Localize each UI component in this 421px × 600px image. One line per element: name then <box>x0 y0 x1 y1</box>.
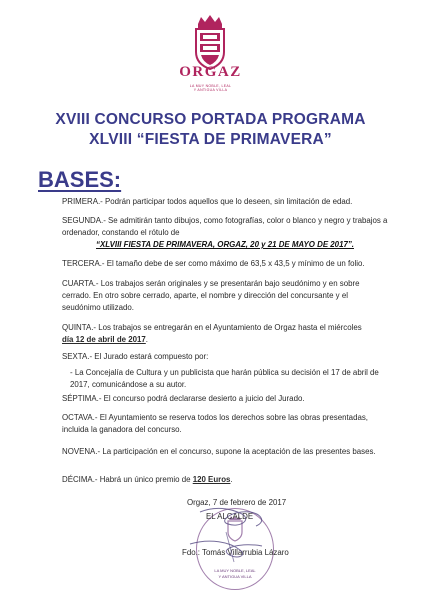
clause-decima-prize: 120 Euros <box>192 475 231 484</box>
clause-sexta-jury: - La Concejalía de Cultura y un publicista que harán pública su decisión el 17 de abril de 2017, comunicándose a su autor. <box>70 368 379 389</box>
clause-decima-end: . <box>230 475 233 484</box>
document-title-line-2: XLVIII “FIESTA DE PRIMAVERA” <box>89 131 332 148</box>
brand-name: ORGAZ <box>179 64 242 80</box>
clause-quinta-end: . <box>145 335 148 344</box>
clause-septima: SÉPTIMA.- El concurso podrá declararse desierto a juicio del Jurado. <box>62 394 305 403</box>
clause-novena: NOVENA.- La participación en el concurso, supone la aceptación de las presentes bases. <box>62 447 376 456</box>
stamp-text-2: Y ANTIGUA VILLA <box>218 574 252 579</box>
handwritten-signature <box>170 504 290 566</box>
brand-subtitle-2: Y ANTIGUA VILLA <box>193 88 228 92</box>
bases-heading: BASES: <box>38 167 122 192</box>
brand-subtitle-1: LA MUY NOBLE, LEAL <box>189 84 232 88</box>
clause-quinta <box>62 322 388 346</box>
stamp-text-1: LA MUY NOBLE, LEAL <box>214 568 256 573</box>
signature-role: EL ALCALDE <box>206 512 254 521</box>
clause-primera: PRIMERA.- Podrán participar todos aquellos que lo deseen, sin limitación de edad. <box>62 197 353 206</box>
clause-cuarta: CUARTA.- Los trabajos serán originales y se presentarán bajo seudónimo y en sobre cerrado. En otro sobre cerrado, aparte, el nombre y dirección del concursante y el seudónimo utilizado. <box>62 279 360 312</box>
clause-tercera: TERCERA.- El tamaño debe de ser como máximo de 63,5 x 43,5 y mínimo de un folio. <box>62 259 365 268</box>
document-title-line-1: XVIII CONCURSO PORTADA PROGRAMA <box>55 111 366 128</box>
clause-decima <box>62 474 388 486</box>
clause-segunda: SEGUNDA.- Se admitirán tanto dibujos, como fotografías, color o blanco y negro y trabajos a ordenador, constando el rótulo de <box>62 216 388 237</box>
clause-quinta-date: día 12 de abril de 2017 <box>62 335 146 344</box>
signature-date: Orgaz, 7 de febrero de 2017 <box>187 498 287 507</box>
clause-octava: OCTAVA.- El Ayuntamiento se reserva todos los derechos sobre las obras presentadas, incluida la ganadora del concurso. <box>62 413 368 434</box>
clause-sexta: SEXTA.- El Jurado estará compuesto por: <box>62 352 209 361</box>
clause-decima-text: DÉCIMA.- Habrá un único premio de <box>62 475 193 484</box>
clause-quinta-text: QUINTA.- Los trabajos se entregarán en el Ayuntamiento de Orgaz hasta el miércoles <box>62 323 362 332</box>
clause-segunda-quote: “XLVIII FIESTA DE PRIMAVERA, ORGAZ, 20 y 21 DE MAYO DE 2017”. <box>96 240 354 249</box>
signature-name: Fdo.: Tomás Villarrubia Lázaro <box>182 548 289 557</box>
